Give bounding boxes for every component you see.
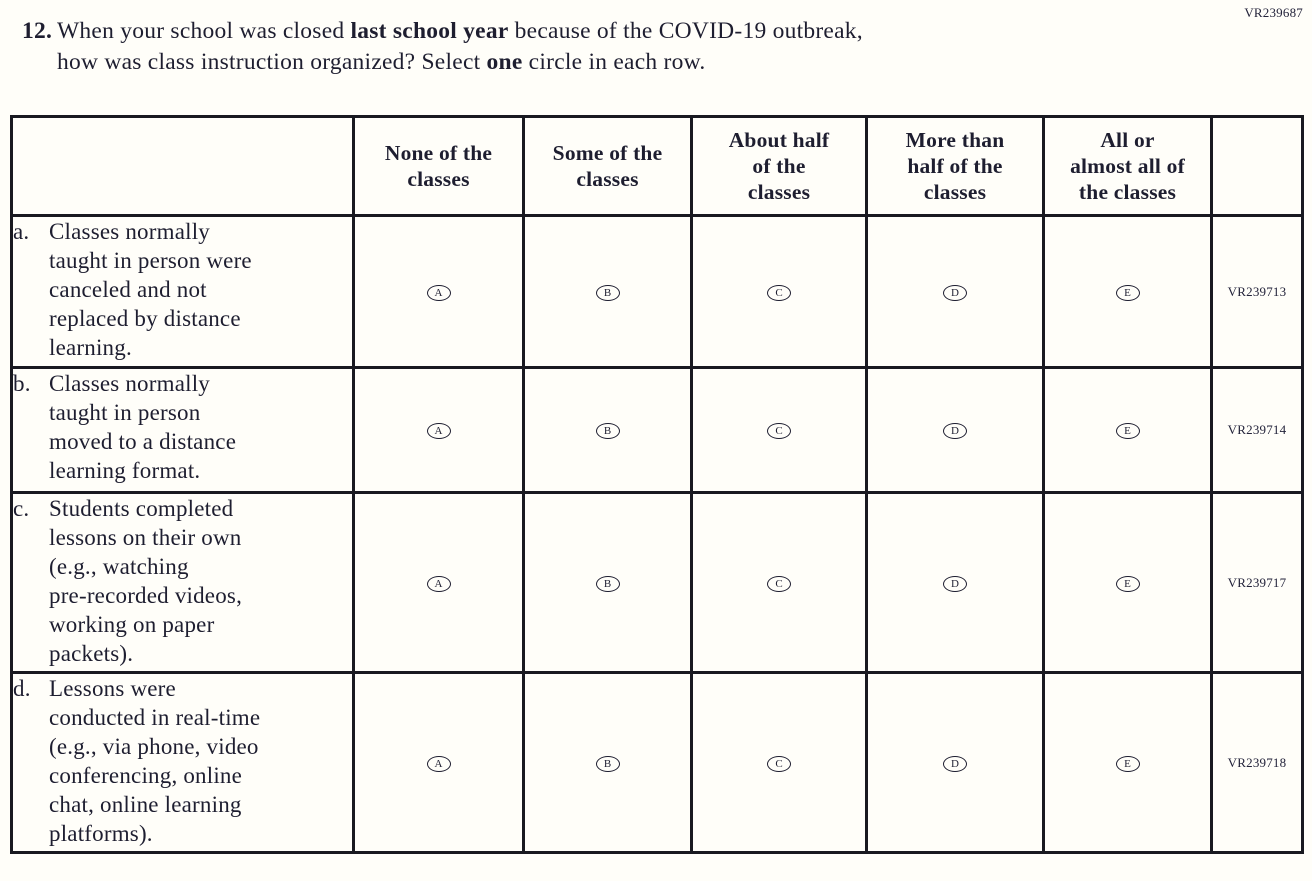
- answer-cell-b-all[interactable]: [1044, 368, 1212, 493]
- answer-bubble-a-E[interactable]: [1116, 285, 1140, 301]
- answer-cell-a-about-half[interactable]: [692, 216, 867, 368]
- question-line-1: [57, 16, 863, 47]
- answer-cell-b-about-half[interactable]: [692, 368, 867, 493]
- answer-bubble-b-B[interactable]: [596, 423, 620, 439]
- table-row-d: [12, 673, 1303, 853]
- row-stem-c: [12, 493, 354, 673]
- bubble-letter: E: [1124, 757, 1131, 770]
- column-header-about-half: [692, 117, 867, 216]
- answer-cell-c-all[interactable]: [1044, 493, 1212, 673]
- row-code-a: VR239713: [1212, 216, 1303, 368]
- answer-bubble-a-B[interactable]: [596, 285, 620, 301]
- stem-line: working on paper: [49, 612, 215, 637]
- answer-cell-a-more-than-half[interactable]: [867, 216, 1044, 368]
- row-stem-b: [12, 368, 354, 493]
- answer-bubble-a-D[interactable]: [943, 285, 967, 301]
- header-row: [12, 117, 1303, 216]
- answer-cell-b-more-than-half[interactable]: [867, 368, 1044, 493]
- form-code: VR239687: [1244, 5, 1303, 20]
- answer-bubble-a-A[interactable]: [427, 285, 451, 301]
- stem-line: (e.g., watching: [49, 554, 189, 579]
- bubble-letter: B: [603, 757, 612, 770]
- answer-cell-d-all[interactable]: [1044, 673, 1212, 853]
- answer-bubble-d-B[interactable]: [596, 756, 620, 772]
- table-row-c: [12, 493, 1303, 673]
- answer-cell-a-none[interactable]: [354, 216, 524, 368]
- bubble-letter: D: [951, 425, 959, 437]
- header-line: classes: [576, 167, 639, 191]
- answer-bubble-d-C[interactable]: [767, 756, 791, 772]
- stem-line: taught in person: [49, 400, 201, 425]
- header-line: half of the: [907, 154, 1003, 178]
- row-stem-text-b: [49, 369, 236, 485]
- header-line: classes: [407, 167, 470, 191]
- answer-cell-d-some[interactable]: [524, 673, 692, 853]
- row-stem-a: [12, 216, 354, 368]
- answer-bubble-b-C[interactable]: [767, 423, 791, 439]
- row-stem-d: [12, 673, 354, 853]
- question-line2-pre: how was class instruction organized? Select: [57, 49, 487, 75]
- row-letter-a: a.: [13, 219, 30, 244]
- stem-line: platforms).: [49, 821, 153, 846]
- row-stem-text-d: [49, 674, 260, 848]
- bubble-letter: E: [1124, 425, 1131, 437]
- answer-cell-c-about-half[interactable]: [692, 493, 867, 673]
- header-line: Some of the: [552, 141, 663, 165]
- bubble-letter: A: [434, 286, 443, 299]
- bubble-letter: C: [775, 286, 783, 299]
- answer-bubble-b-E[interactable]: [1116, 423, 1140, 439]
- answer-cell-d-more-than-half[interactable]: [867, 673, 1044, 853]
- bubble-letter: A: [434, 757, 443, 770]
- answer-cell-c-none[interactable]: [354, 493, 524, 673]
- answer-bubble-b-D[interactable]: [943, 423, 967, 439]
- answer-cell-d-none[interactable]: [354, 673, 524, 853]
- bubble-letter: C: [775, 577, 783, 590]
- answer-cell-c-more-than-half[interactable]: [867, 493, 1044, 673]
- code-header-empty: [1212, 117, 1303, 216]
- bubble-letter: E: [1124, 286, 1131, 299]
- row-stem-text-c: [49, 494, 242, 668]
- answer-bubble-c-D[interactable]: [943, 576, 967, 592]
- answer-bubble-d-A[interactable]: [427, 756, 451, 772]
- row-code-c: VR239717: [1212, 493, 1303, 673]
- stem-line: Classes normally: [49, 371, 210, 396]
- header-line: About half: [728, 128, 830, 152]
- question-line1-post: because of the COVID-19 outbreak,: [508, 18, 863, 44]
- bubble-letter: E: [1124, 577, 1131, 590]
- bubble-letter: C: [775, 425, 783, 437]
- stem-line: learning.: [49, 335, 132, 360]
- question-line-2: [57, 47, 863, 78]
- header-line: the classes: [1078, 180, 1177, 204]
- answer-cell-d-about-half[interactable]: [692, 673, 867, 853]
- answer-bubble-c-A[interactable]: [427, 576, 451, 592]
- header-line: More than: [905, 128, 1005, 152]
- stem-header-empty: [12, 117, 354, 216]
- header-line: of the: [752, 154, 806, 178]
- bubble-letter: A: [434, 425, 443, 437]
- row-letter-d: d.: [13, 676, 31, 701]
- answer-cell-a-some[interactable]: [524, 216, 692, 368]
- answer-bubble-c-E[interactable]: [1116, 576, 1140, 592]
- answer-bubble-d-D[interactable]: [943, 756, 967, 772]
- question-12: [0, 0, 1312, 78]
- column-header-all-or-almost-all: [1044, 117, 1212, 216]
- stem-line: pre-recorded videos,: [49, 583, 243, 608]
- answer-bubble-a-C[interactable]: [767, 285, 791, 301]
- row-code-b: VR239714: [1212, 368, 1303, 493]
- header-line: All or: [1100, 128, 1155, 152]
- answer-bubble-c-B[interactable]: [596, 576, 620, 592]
- question-line2-bold: one: [486, 49, 523, 75]
- stem-line: moved to a distance: [49, 429, 237, 454]
- bubble-letter: B: [603, 577, 612, 590]
- stem-line: conducted in real-time: [49, 705, 261, 730]
- bubble-letter: D: [951, 577, 959, 590]
- answer-cell-b-some[interactable]: [524, 368, 692, 493]
- stem-line: packets).: [49, 641, 134, 666]
- question-line1-bold: last school year: [350, 18, 509, 44]
- column-header-none-of-the-classes: [354, 117, 524, 216]
- header-line: almost all of: [1070, 154, 1185, 178]
- table-row-b: [12, 368, 1303, 493]
- answer-bubble-d-E[interactable]: [1116, 756, 1140, 772]
- stem-line: chat, online learning: [49, 792, 242, 817]
- bubble-letter: D: [951, 286, 959, 299]
- answer-bubble-c-C[interactable]: [767, 576, 791, 592]
- bubble-letter: A: [434, 577, 443, 590]
- question-text: [57, 16, 863, 78]
- response-grid: [10, 115, 1304, 854]
- column-header-some-of-the-classes: [524, 117, 692, 216]
- stem-line: Students completed: [49, 496, 234, 521]
- row-code-d: VR239718: [1212, 673, 1303, 853]
- stem-line: learning format.: [49, 458, 201, 483]
- row-stem-text-a: [49, 217, 252, 362]
- table-row-a: [12, 216, 1303, 368]
- header-line: classes: [747, 180, 811, 204]
- row-letter-c: c.: [13, 496, 30, 521]
- question-number: 12.: [22, 18, 53, 44]
- bubble-letter: D: [951, 757, 959, 770]
- header-line: classes: [923, 180, 987, 204]
- answer-cell-a-all[interactable]: [1044, 216, 1212, 368]
- stem-line: (e.g., via phone, video: [49, 734, 259, 759]
- header-line: None of the: [384, 141, 493, 165]
- bubble-letter: B: [603, 286, 612, 299]
- stem-line: replaced by distance: [49, 306, 241, 331]
- answer-bubble-b-A[interactable]: [427, 423, 451, 439]
- stem-line: lessons on their own: [49, 525, 242, 550]
- stem-line: Classes normally: [49, 219, 210, 244]
- answer-cell-c-some[interactable]: [524, 493, 692, 673]
- bubble-letter: B: [603, 425, 612, 437]
- stem-line: taught in person were: [49, 248, 252, 273]
- row-letter-b: b.: [13, 371, 31, 396]
- question-line1-pre: When your school was closed: [57, 18, 351, 44]
- stem-line: conferencing, online: [49, 763, 243, 788]
- stem-line: canceled and not: [49, 277, 207, 302]
- answer-cell-b-none[interactable]: [354, 368, 524, 493]
- question-line2-post: circle in each row.: [522, 49, 706, 75]
- column-header-more-than-half: [867, 117, 1044, 216]
- bubble-letter: C: [775, 757, 783, 770]
- stem-line: Lessons were: [49, 676, 176, 701]
